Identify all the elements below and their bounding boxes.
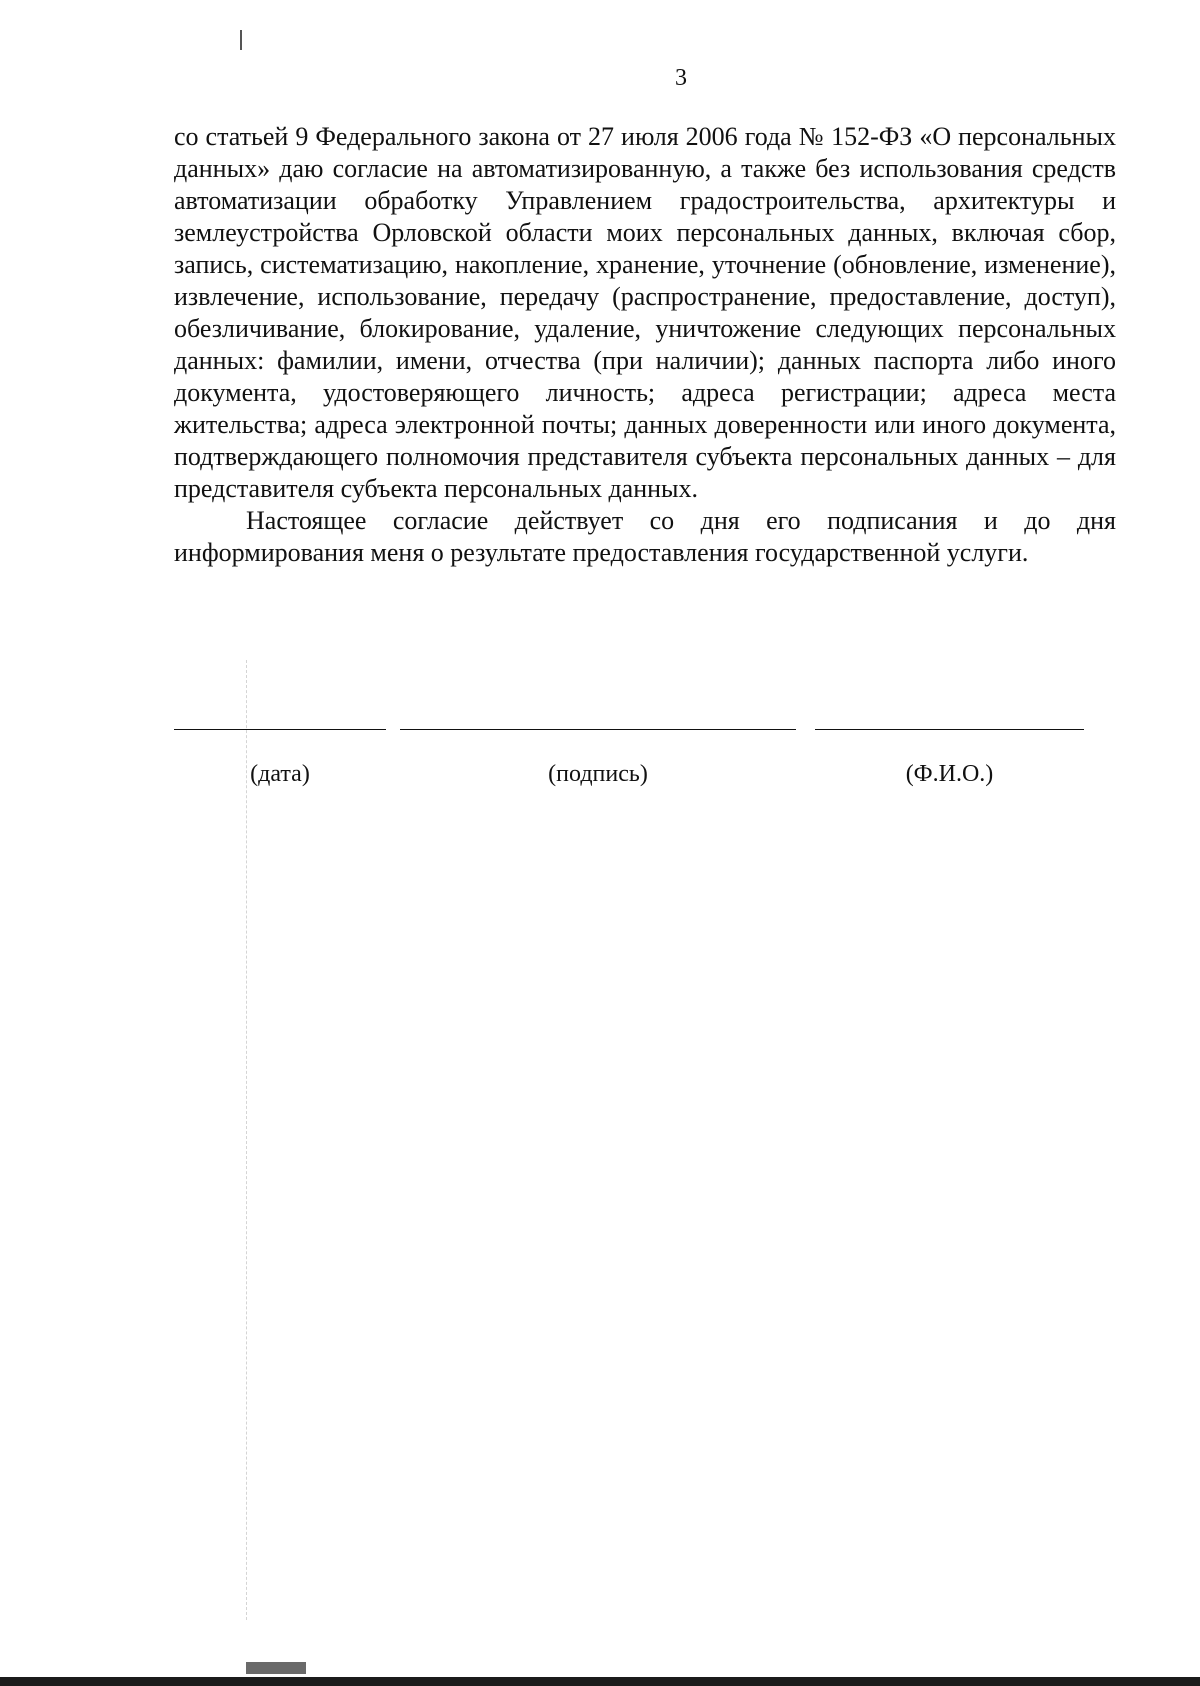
date-line xyxy=(174,729,386,730)
validity-paragraph: Настоящее согласие действует со дня его подписания и до дня информирования меня о результате предоставления государственной услуги. xyxy=(174,506,1116,567)
scan-border xyxy=(0,1677,1200,1686)
page-number: 3 xyxy=(675,65,687,91)
document-body xyxy=(174,121,1116,569)
name-caption: (Ф.И.О.) xyxy=(905,761,994,787)
signature-line xyxy=(400,729,796,730)
name-line xyxy=(815,729,1084,730)
signature-caption: (подпись) xyxy=(548,761,648,787)
consent-paragraph: со статьей 9 Федерального закона от 27 июля 2006 года № 152-ФЗ «О персональных данных» даю согласие на автоматизированную, а также без использования средств автоматизации обработку Управлением градостроительства, архитектуры и землеустройства Орловской области моих персональных данных, включая сбор, запись, систематизацию, накопление, хранение, уточнение (обновление, изменение), извлечение, использование, передачу (распространение, предоставление, доступ), обезличивание, блокирование, удаление, уничтожение следующих персональных данных: фамилии, имени, отчества (при наличии); данных паспорта либо иного документа, удостоверяющего личность; адреса регистрации; адреса места жительства; адреса электронной почты; данных доверенности или иного документа, подтверждающего полномочия представителя субъекта персональных данных – для представителя субъекта персональных данных. xyxy=(174,122,1116,503)
scan-artifact xyxy=(246,1662,306,1674)
scan-margin-line xyxy=(246,660,247,1620)
scan-artifact xyxy=(240,30,242,50)
date-caption: (дата) xyxy=(250,761,310,787)
